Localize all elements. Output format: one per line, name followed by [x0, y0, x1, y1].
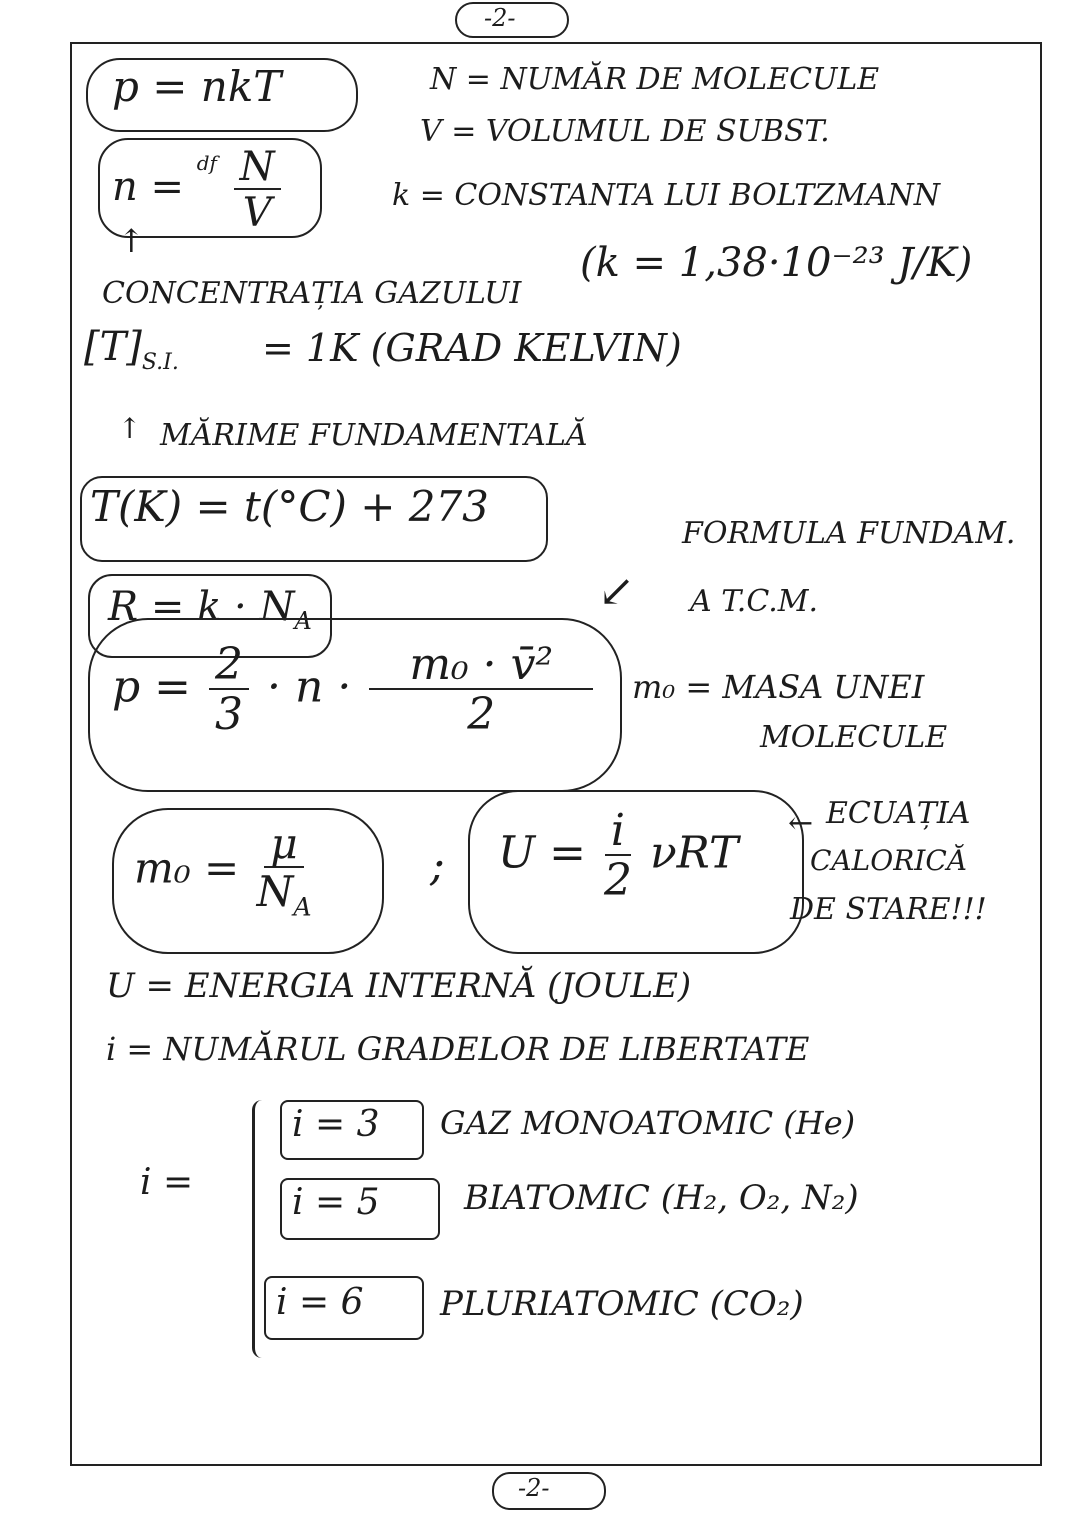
internal-energy-fraction	[603, 805, 632, 907]
molecule-mass-denominator-symbol: N	[256, 867, 294, 917]
definition-V: V = VOLUMUL DE SUBST.	[420, 114, 830, 149]
up-arrow-icon: ↑	[118, 222, 145, 260]
internal-energy-lhs: U =	[498, 827, 586, 879]
molecule-mass-denominator	[257, 868, 312, 921]
concentration-lhs: n =	[112, 164, 184, 210]
concentration-fraction	[234, 146, 281, 234]
case-value: i = 6	[276, 1282, 364, 1323]
molecule-mass-formula	[134, 819, 316, 922]
case-description: GAZ MONOATOMIC (He)	[440, 1104, 856, 1142]
molecule-mass-fraction	[256, 819, 312, 922]
degrees-of-freedom-definition: i = NUMĂRUL GRADELOR DE LIBERTATE	[106, 1030, 810, 1068]
fundamental-quantity-note: MĂRIME FUNDAMENTALĂ	[160, 418, 588, 453]
arrow-left-icon: ←	[788, 806, 814, 841]
concentration-label: CONCENTRAȚIA GAZULUI	[102, 276, 522, 311]
pressure-formula: p = nkT	[112, 62, 282, 111]
case-value: i = 3	[292, 1104, 380, 1145]
fundamental-fraction-1-numerator: 2	[209, 642, 249, 690]
concentration-denominator: V	[242, 190, 272, 236]
tcm-label-line1: FORMULA FUNDAM.	[682, 516, 1016, 551]
internal-energy-numerator: i	[605, 808, 631, 856]
boltzmann-value: (k = 1,38·10⁻²³ J/K)	[580, 240, 973, 286]
tcm-label-line2: A T.C.M.	[690, 584, 819, 619]
internal-energy-rhs: νRT	[649, 827, 739, 879]
fundamental-fraction-2	[369, 639, 593, 741]
arrow-down-left-icon: ↙	[598, 566, 635, 617]
avogadro-subscript: A	[294, 607, 312, 635]
separator: ;	[430, 840, 445, 891]
definition-marker: df	[196, 151, 217, 175]
temperature-unit	[84, 324, 179, 375]
internal-energy-definition: U = ENERGIA INTERNĂ (JOULE)	[106, 966, 692, 1006]
page-number-top: -2-	[484, 4, 516, 32]
fundamental-fraction-2-denominator: 2	[467, 689, 496, 741]
concentration-formula	[112, 146, 285, 234]
kelvin-relation: T(K) = t(°C) + 273	[90, 482, 489, 531]
gas-constant-formula: R = k · N	[108, 584, 295, 630]
internal-energy-formula	[498, 805, 739, 907]
molecule-mass-definition-line2: MOLECULE	[760, 720, 948, 755]
degrees-of-freedom-label: i =	[140, 1162, 194, 1203]
case-description: BIATOMIC (H₂, O₂, N₂)	[464, 1178, 859, 1218]
internal-energy-denominator: 2	[603, 855, 632, 907]
fundamental-fraction-1	[209, 639, 249, 741]
caloric-equation-line2: CALORICĂ	[810, 844, 967, 877]
definition-k: k = CONSTANTA LUI BOLTZMANN	[392, 178, 940, 213]
temperature-unit-symbol: [T]	[84, 324, 142, 370]
fundamental-fraction-1-denominator: 3	[215, 689, 244, 741]
molecule-mass-lhs: m₀ =	[134, 843, 240, 893]
caloric-equation-line3: DE STARE!!!	[790, 892, 987, 927]
molecule-mass-definition-line1: m₀ = MASA UNEI	[632, 668, 925, 706]
fundamental-fraction-2-numerator: m₀ · v̄²	[369, 642, 593, 690]
up-arrow-icon: ↑	[118, 412, 142, 445]
caloric-equation-line1: ECUAȚIA	[826, 796, 971, 831]
fundamental-lhs: p =	[112, 661, 192, 713]
molecule-mass-denominator-subscript: A	[293, 892, 312, 922]
fundamental-equation	[112, 639, 597, 741]
fundamental-middle: · n ·	[267, 661, 352, 713]
case-value: i = 5	[292, 1182, 380, 1223]
page-number-bottom: -2-	[518, 1474, 550, 1502]
definition-N: N = NUMĂR DE MOLECULE	[430, 62, 880, 97]
molecule-mass-numerator: μ	[264, 822, 303, 868]
temperature-unit-value: = 1K (GRAD KELVIN)	[262, 326, 682, 370]
case-description: PLURIATOMIC (CO₂)	[440, 1284, 804, 1324]
concentration-numerator: N	[234, 146, 281, 190]
si-subscript: S.I.	[141, 350, 179, 375]
